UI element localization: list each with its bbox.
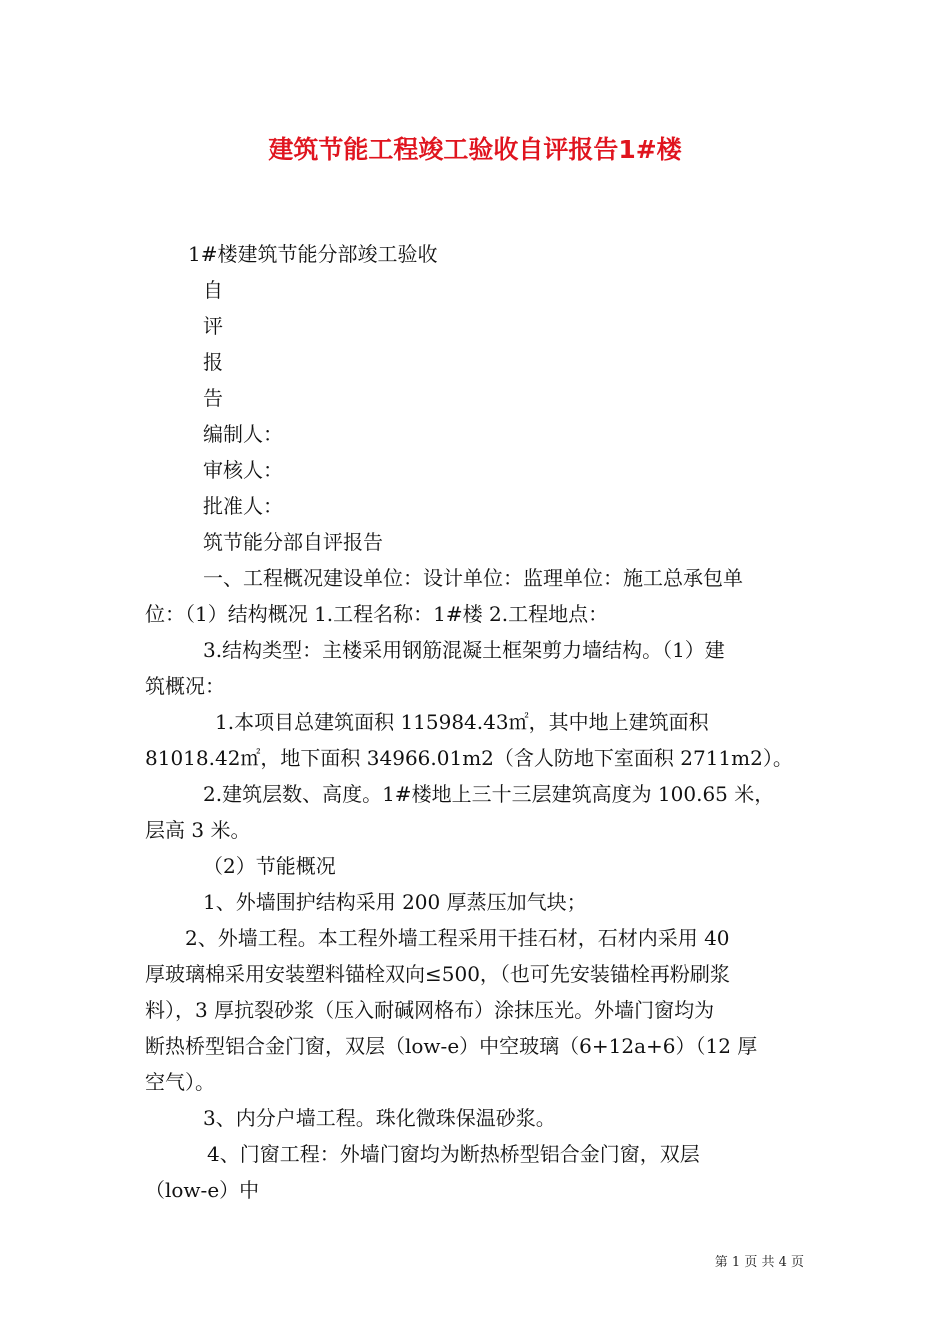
report-heading: 筑节能分部自评报告 (203, 530, 383, 554)
paragraph-line: 筑概况： (145, 674, 225, 698)
paragraph-line: 1.本项目总建筑面积 115984.43㎡，其中地上建筑面积 (215, 710, 709, 734)
paragraph-exterior-wall-envelope: 1、外墙围护结构采用 200 厚蒸压加气块； (203, 890, 587, 914)
paragraph-line: 空气）。 (145, 1070, 215, 1094)
prepared-by-label: 编制人： (203, 422, 283, 446)
paragraph-line: 81018.42㎡，地下面积 34966.01m2（含人防地下室面积 2711m2）。 (145, 746, 793, 770)
document-body (145, 236, 805, 1208)
paragraph-line: 2.建筑层数、高度。1#楼地上三十三层建筑高度为 100.65 米， (203, 782, 775, 806)
paragraph-floors-height (145, 776, 805, 848)
paragraph-project-overview (145, 560, 805, 632)
paragraph-line: 一、工程概况建设单位：设计单位：监理单位：施工总承包单 (203, 566, 743, 590)
reviewed-by-label: 审核人： (203, 458, 283, 482)
paragraph-line: 厚玻璃棉采用安装塑料锚栓双向≤500，（也可先安装锚栓再粉刷浆 (145, 962, 730, 986)
cover-heading: 1#楼建筑节能分部竣工验收 (188, 242, 438, 266)
energy-saving-overview-heading: （2）节能概况 (203, 854, 336, 878)
paragraph-line: 4、门窗工程：外墙门窗均为断热桥型铝合金门窗，双层 (207, 1142, 700, 1166)
paragraph-line: 3.结构类型：主楼采用钢筋混凝土框架剪力墙结构。（1）建 (203, 638, 725, 662)
paragraph-line: 2、外墙工程。本工程外墙工程采用干挂石材，石材内采用 40 (185, 926, 730, 950)
paragraph-line: （low-e）中 (145, 1178, 260, 1202)
cover-vertical-char-3: 报 (203, 350, 223, 374)
cover-vertical-char-4: 告 (203, 386, 223, 410)
paragraph-line: 位：（1）结构概况 1.工程名称：1#楼 2.工程地点： (145, 602, 609, 626)
cover-vertical-char-1: 自 (203, 278, 223, 302)
paragraph-line: 断热桥型铝合金门窗，双层（low-e）中空玻璃（6+12a+6）（12 厚 (145, 1034, 758, 1058)
cover-vertical-char-2: 评 (203, 314, 223, 338)
paragraph-doors-windows (145, 1136, 805, 1208)
page-number-footer: 第 1 页 共 4 页 (714, 1255, 804, 1270)
paragraph-exterior-wall-works (145, 920, 805, 1100)
paragraph-building-area (145, 704, 805, 776)
paragraph-line: 层高 3 米。 (145, 818, 251, 842)
document-title: 建筑节能工程竣工验收自评报告1#楼 (268, 135, 682, 164)
paragraph-structure-type (145, 632, 805, 704)
approved-by-label: 批准人： (203, 494, 283, 518)
paragraph-partition-wall: 3、内分户墙工程。珠化微珠保温砂浆。 (203, 1106, 556, 1130)
paragraph-line: 料），3 厚抗裂砂浆（压入耐碱网格布）涂抹压光。外墙门窗均为 (145, 998, 715, 1022)
